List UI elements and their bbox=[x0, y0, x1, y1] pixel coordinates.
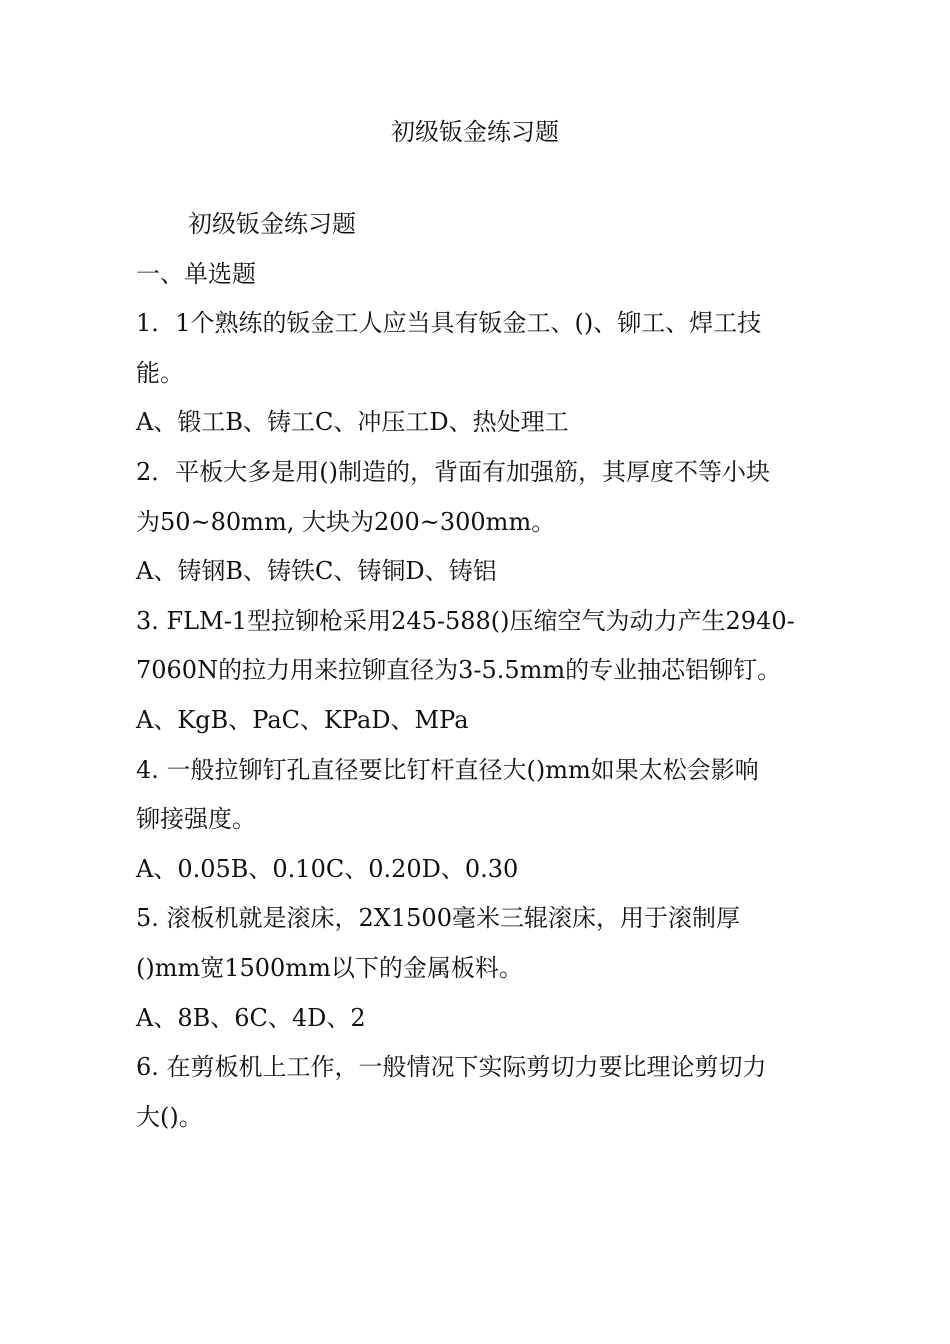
question-1-options: A、锻工B、铸工C、冲压工D、热处理工 bbox=[136, 408, 569, 437]
question-6-line-1: 6. 在剪板机上工作，一般情况下实际剪切力要比理论剪切力 bbox=[136, 1053, 767, 1082]
document-body bbox=[136, 200, 826, 1142]
question-2-line-2: 为50~80mm, 大块为200~300mm。 bbox=[136, 507, 556, 536]
question-1-line-1: 1．1个熟练的钣金工人应当具有钣金工、()、铆工、焊工技 bbox=[136, 309, 762, 338]
question-5-options: A、8B、6C、4D、2 bbox=[136, 1003, 366, 1032]
question-5-line-1: 5. 滚板机就是滚床，2X1500毫米三辊滚床，用于滚制厚 bbox=[136, 904, 740, 933]
question-3-line-2: 7060N的拉力用来拉铆直径为3-5.5mm的专业抽芯铝铆钉。 bbox=[136, 656, 782, 685]
question-3-line-1: 3. FLM-1型拉铆枪采用245-588()压缩空气为动力产生2940- bbox=[136, 606, 795, 635]
question-4-line-1: 4. 一般拉铆钉孔直径要比钉杆直径大()mm如果太松会影响 bbox=[136, 755, 759, 784]
question-2-options: A、铸钢B、铸铁C、铸铜D、铸铝 bbox=[136, 557, 497, 586]
question-5-line-2: ()mm宽1500mm以下的金属板料。 bbox=[136, 953, 523, 982]
question-2-line-1: 2．平板大多是用()制造的，背面有加强筋，其厚度不等小块 bbox=[136, 457, 770, 486]
question-4-line-2: 铆接强度。 bbox=[136, 805, 256, 834]
question-4-options: A、0.05B、0.10C、0.20D、0.30 bbox=[136, 854, 519, 883]
question-3-options: A、KgB、PaC、KPaD、MPa bbox=[136, 705, 469, 734]
question-1-line-2: 能。 bbox=[136, 358, 184, 387]
document-title: 初级钣金练习题 bbox=[391, 118, 559, 146]
document-subtitle: 初级钣金练习题 bbox=[188, 210, 356, 238]
question-6-line-2: 大()。 bbox=[136, 1102, 203, 1131]
section-heading: 一、单选题 bbox=[136, 259, 256, 288]
